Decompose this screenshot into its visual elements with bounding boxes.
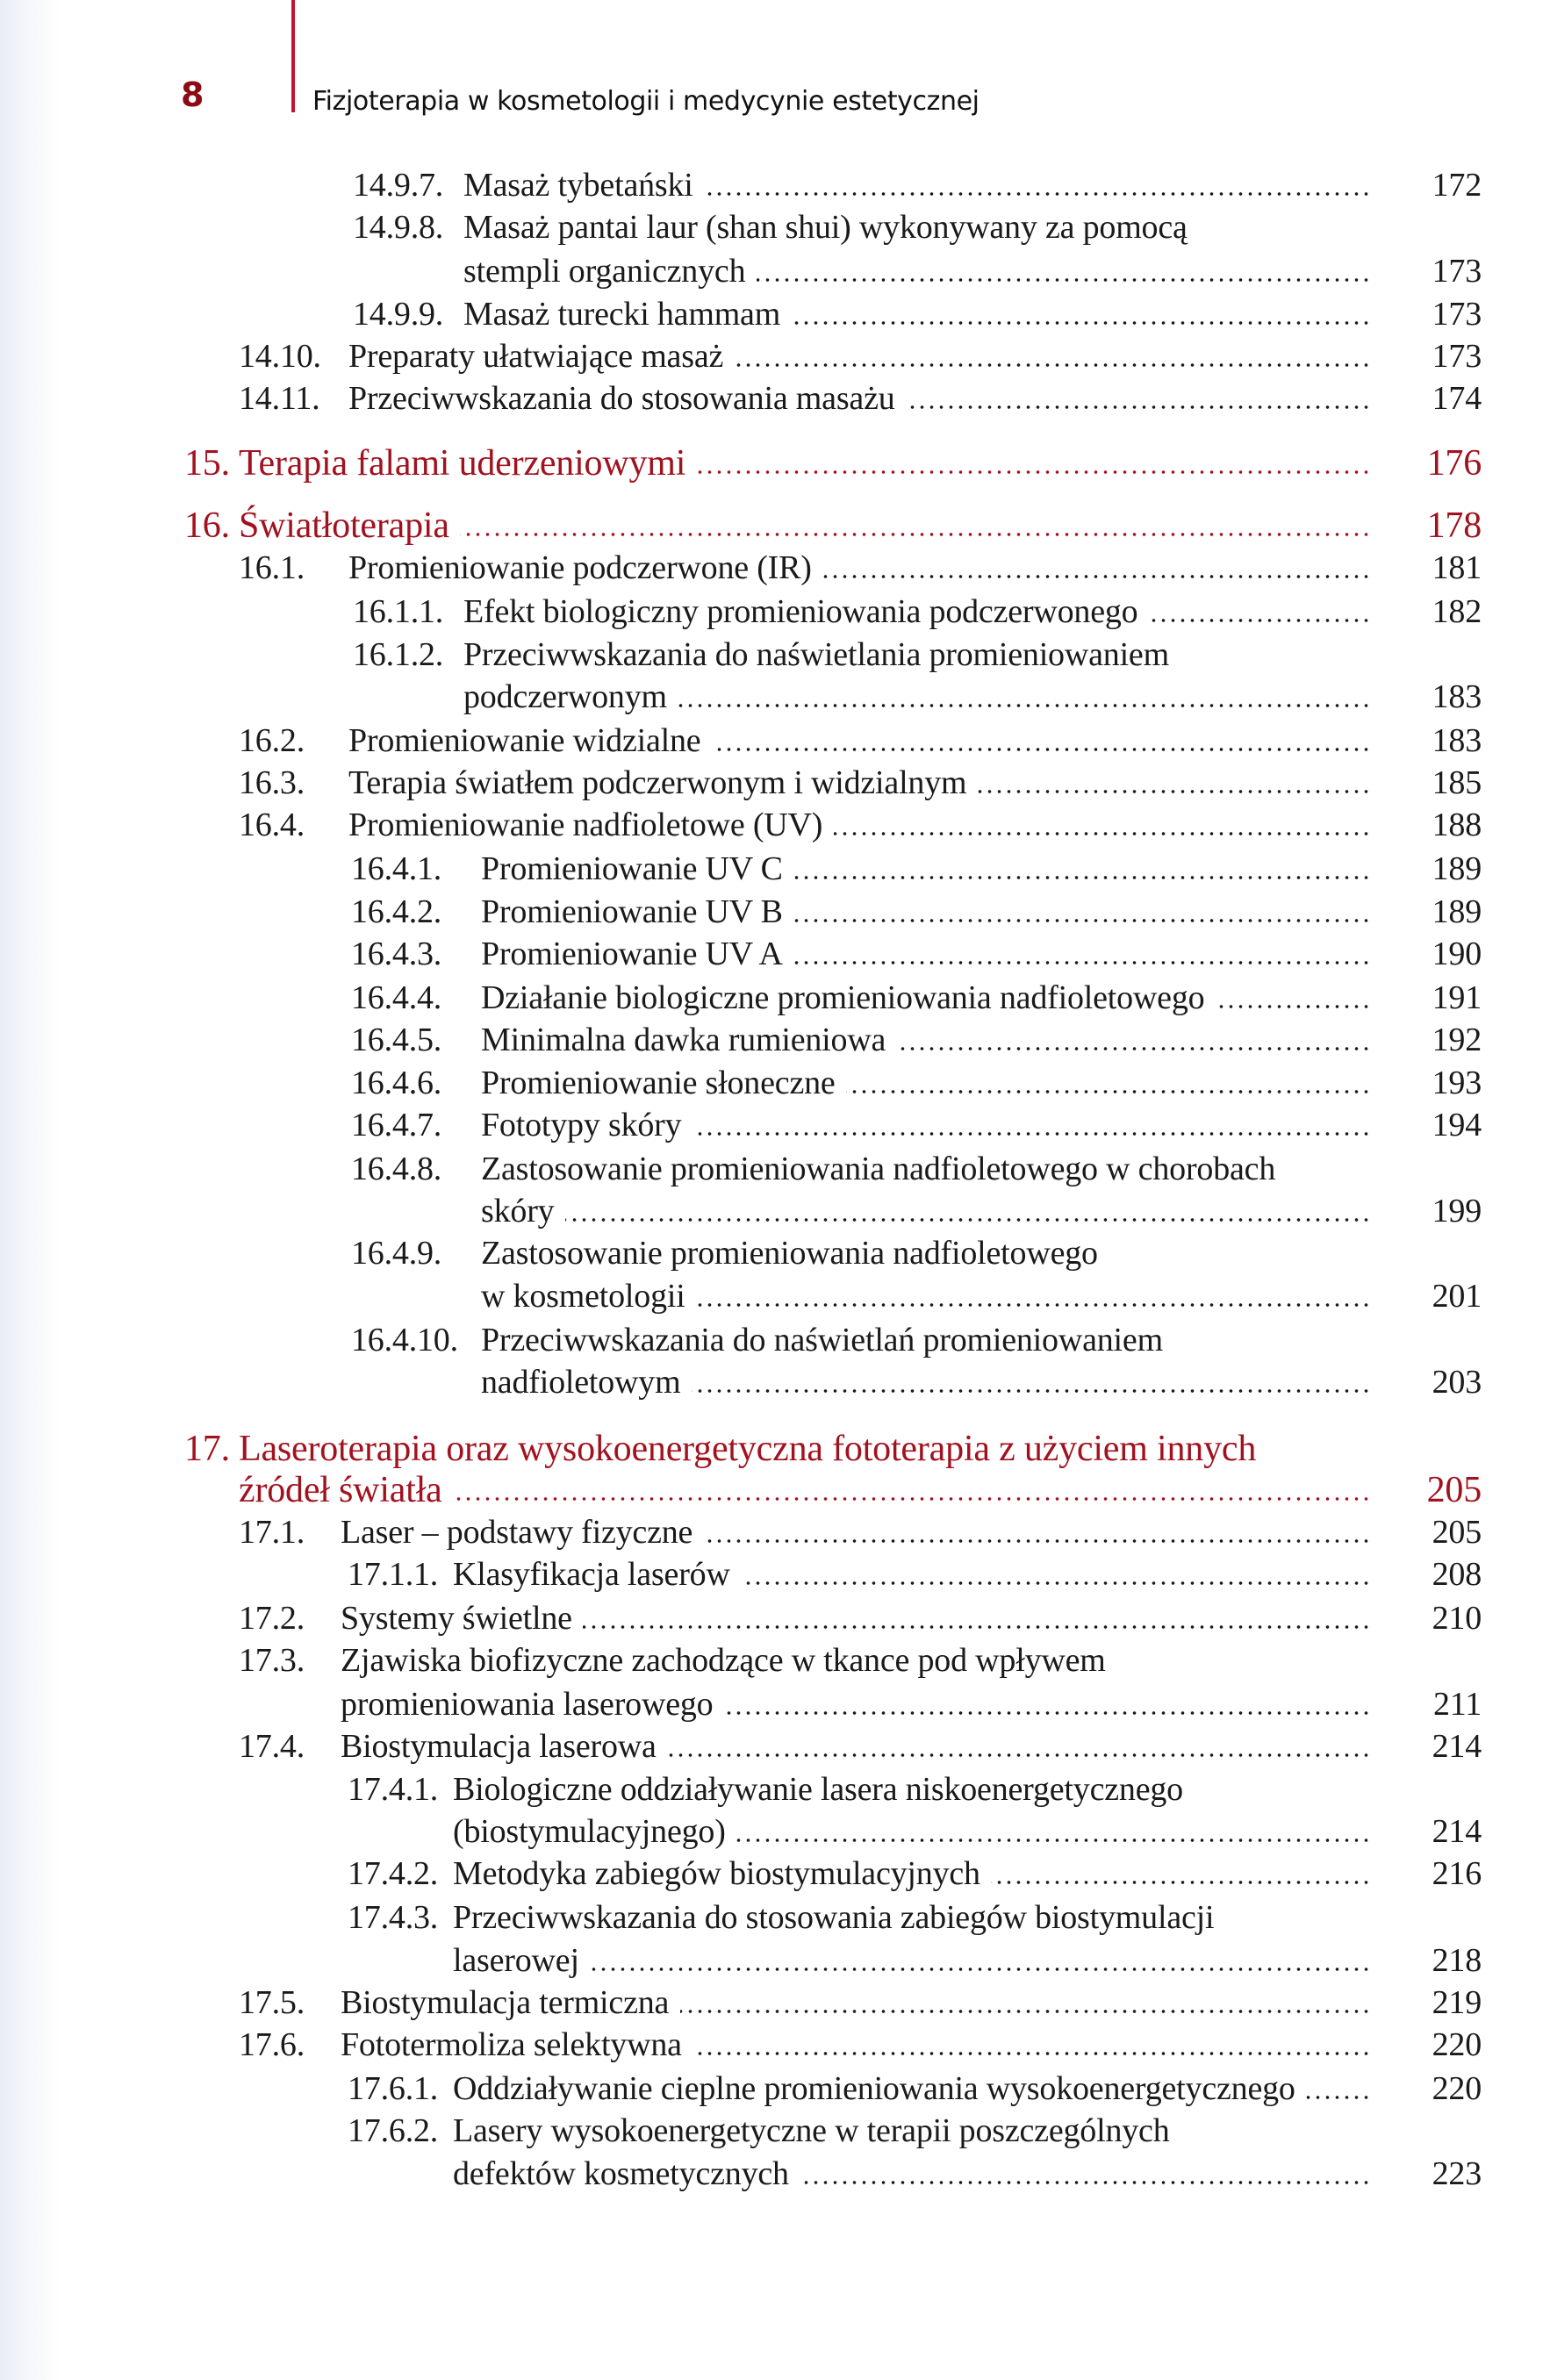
toc-entry-title: Przeciwwskazania do naświetlań promieniowaniem: [481, 1322, 1163, 1358]
toc-entry-line[interactable]: [348, 1853, 980, 1894]
toc-entry-number: 14.11.: [239, 380, 320, 417]
toc-entry-title: Przeciwwskazania do stosowania masażu: [348, 380, 895, 417]
dot-leader: [1306, 2095, 1371, 2100]
toc-entry-title: Laser – podstawy fizyczne: [341, 1514, 693, 1551]
toc-entry-number: 16.4.1.: [351, 850, 442, 887]
toc-entry-line[interactable]: [184, 505, 449, 546]
dot-leader: [897, 1046, 1371, 1051]
toc-entry-number: 14.9.8.: [353, 209, 444, 246]
toc-entry-line[interactable]: [351, 1105, 681, 1145]
toc-entry-number: 16.3.: [239, 764, 305, 801]
toc-entry-number: 16.4.5.: [351, 1022, 442, 1058]
toc-entry-number: 16.4.: [239, 806, 305, 843]
toc-entry-title: Zastosowanie promieniowania nadfioletowego: [481, 1235, 1098, 1272]
toc-entry-line[interactable]: [351, 1233, 1098, 1273]
toc-entry-line[interactable]: [453, 2154, 789, 2194]
toc-entry-number: 16.4.10.: [351, 1322, 458, 1358]
toc-page-number[interactable]: 172: [1432, 167, 1482, 204]
toc-entry-line[interactable]: [351, 1020, 886, 1060]
dot-leader: [667, 1753, 1371, 1758]
toc-page-number[interactable]: 216: [1432, 1855, 1482, 1892]
toc-entry-line[interactable]: [239, 1640, 1106, 1681]
toc-page-number[interactable]: 199: [1432, 1193, 1482, 1229]
toc-entry-line[interactable]: [463, 677, 667, 717]
toc-entry-title: promieniowania laserowego: [341, 1686, 714, 1723]
toc-entry-title: Przeciwwskazania do naświetlania promieniowaniem: [463, 636, 1169, 673]
toc-entry-line[interactable]: [481, 1276, 685, 1316]
toc-page-number[interactable]: 185: [1432, 764, 1482, 801]
page-number: 8: [181, 75, 205, 114]
toc-entry-number: 16.1.: [239, 549, 305, 586]
toc-entry-title: nadfioletowym: [481, 1364, 681, 1401]
toc-entry-title: podczerwonym: [463, 678, 667, 715]
dot-leader: [793, 918, 1371, 923]
toc-entry-number: 16.4.6.: [351, 1065, 442, 1101]
toc-entry-number: 16.4.2.: [351, 893, 442, 930]
dot-leader: [692, 2051, 1371, 2056]
toc-entry-line[interactable]: [239, 805, 822, 845]
toc-entry-line[interactable]: [463, 251, 745, 291]
toc-page-number[interactable]: 208: [1432, 1556, 1482, 1593]
toc-page-number[interactable]: 189: [1432, 850, 1482, 887]
toc-page-number[interactable]: 181: [1432, 549, 1482, 586]
dot-leader: [696, 1302, 1371, 1308]
toc-entry-line[interactable]: [239, 1512, 692, 1552]
toc-entry-title: Biologiczne oddziaływanie lasera niskoenergetycznego: [453, 1771, 1183, 1808]
dot-leader: [735, 362, 1371, 368]
dot-leader: [583, 1624, 1371, 1630]
toc-entry-title: Preparaty ułatwiające masaż: [348, 338, 724, 375]
dot-leader: [712, 747, 1371, 752]
dot-leader: [741, 1581, 1371, 1586]
dot-leader: [697, 470, 1371, 475]
toc-page-number[interactable]: 191: [1432, 979, 1482, 1016]
toc-entry-title: Efekt biologiczny promieniowania podczerwonego: [463, 593, 1138, 630]
toc-entry-line[interactable]: [348, 1897, 1214, 1938]
toc-entry-title: skóry: [481, 1193, 555, 1229]
toc-entry-line[interactable]: [239, 1982, 669, 2023]
toc-entry-title: stempli organicznych: [463, 253, 746, 290]
toc-page-number[interactable]: 193: [1432, 1065, 1482, 1101]
dot-leader: [678, 703, 1371, 708]
toc-entry-title: Minimalna dawka rumieniowa: [481, 1022, 886, 1058]
toc-entry-number: 17.1.1.: [348, 1556, 439, 1593]
dot-leader: [846, 1089, 1371, 1094]
toc-entry-line[interactable]: [351, 892, 783, 932]
toc-entry-title: Laseroterapia oraz wysokoenergetyczna fototerapia z użyciem innych: [239, 1429, 1257, 1469]
dot-leader: [792, 320, 1371, 326]
toc-entry-title: Masaż pantai laur (shan shui) wykonywany za pomocą: [463, 209, 1188, 246]
toc-entry-title: Światłoterapia: [239, 505, 449, 546]
toc-entry-title: Masaż turecki hammam: [463, 296, 781, 333]
toc-entry-line[interactable]: [239, 2025, 682, 2065]
toc-page-number[interactable]: 183: [1432, 722, 1482, 759]
toc-entry-title: Zjawiska biofizyczne zachodzące w tkance pod wpływem: [341, 1642, 1106, 1679]
dot-leader: [822, 574, 1371, 579]
toc-page-number[interactable]: 183: [1432, 678, 1482, 715]
dot-leader: [736, 1838, 1371, 1843]
toc-page-number[interactable]: 214: [1432, 1813, 1482, 1850]
toc-entry-number: 17.1.: [239, 1514, 305, 1551]
toc-entry-title: Działanie biologiczne promieniowania nadfioletowego: [481, 979, 1205, 1016]
dot-leader: [704, 1538, 1371, 1544]
toc-entry-title: Fototermoliza selektywna: [341, 2026, 682, 2063]
toc-entry-line[interactable]: [351, 1149, 1275, 1189]
toc-entry-title: Biostymulacja laserowa: [341, 1728, 657, 1765]
toc-entry-line[interactable]: [239, 336, 723, 376]
toc-entry-title: Promieniowanie podczerwone (IR): [348, 549, 812, 586]
toc-entry-number: 17.6.1.: [348, 2070, 439, 2107]
dot-leader: [704, 191, 1371, 197]
toc-page-number[interactable]: 173: [1432, 253, 1482, 290]
toc-page-number[interactable]: 218: [1432, 1942, 1482, 1979]
toc-page-number[interactable]: 203: [1432, 1364, 1482, 1401]
toc-entry-title: Promieniowanie UV B: [481, 893, 783, 930]
toc-page-number[interactable]: 214: [1432, 1728, 1482, 1765]
toc-entry-line[interactable]: [348, 2068, 1295, 2109]
toc-page-number[interactable]: 220: [1432, 2026, 1482, 2063]
dot-leader: [460, 532, 1371, 537]
toc-page-number[interactable]: 201: [1432, 1278, 1482, 1315]
dot-leader: [991, 1880, 1371, 1885]
dot-leader: [724, 1710, 1371, 1716]
toc-entry-title: (biostymulacyjnego): [453, 1813, 726, 1850]
toc-page-number[interactable]: 178: [1426, 505, 1482, 546]
toc-entry-line[interactable]: [353, 207, 1188, 247]
dot-leader: [800, 2180, 1371, 2185]
toc-entry-line[interactable]: [239, 1726, 657, 1767]
toc-page-number[interactable]: 173: [1432, 338, 1482, 375]
running-title: Fizjoterapia w kosmetologii i medycynie estetycznej: [312, 86, 980, 117]
toc-entry-title: Przeciwwskazania do stosowania zabiegów biostymulacji: [453, 1899, 1215, 1936]
toc-entry-number: 16.1.1.: [353, 593, 444, 630]
toc-entry-line[interactable]: [239, 763, 966, 803]
toc-page-number[interactable]: 219: [1432, 1984, 1482, 2021]
toc-entry-title: Masaż tybetański: [463, 167, 693, 204]
dot-leader: [834, 831, 1371, 836]
dot-leader: [1149, 618, 1371, 623]
toc-entry-title: Promieniowanie słoneczne: [481, 1065, 836, 1101]
toc-entry-number: 17.6.2.: [348, 2112, 439, 2149]
dot-leader: [793, 960, 1371, 965]
toc-entry-number: 16.: [184, 505, 230, 546]
dot-leader: [906, 405, 1371, 410]
toc-entry-title: w kosmetologii: [481, 1278, 685, 1315]
toc-entry-number: 14.9.7.: [353, 167, 444, 204]
toc-entry-title: Promieniowanie UV A: [481, 936, 783, 972]
toc-entry-line[interactable]: [184, 443, 685, 484]
toc-entry-number: 14.9.9.: [353, 296, 444, 333]
dot-leader: [1216, 1004, 1371, 1009]
toc-entry-line[interactable]: [353, 634, 1169, 675]
toc-entry-number: 17.: [184, 1429, 230, 1469]
toc-entry-line[interactable]: [453, 1811, 726, 1852]
toc-entry-title: Fototypy skóry: [481, 1107, 682, 1143]
toc-entry-title: Metodyka zabiegów biostymulacyjnych: [453, 1855, 980, 1892]
toc-entry-line[interactable]: [239, 720, 700, 761]
toc-page-number[interactable]: 205: [1432, 1514, 1482, 1551]
dot-leader: [453, 1496, 1371, 1502]
dot-leader: [793, 875, 1371, 880]
toc-entry-line[interactable]: [239, 548, 812, 588]
toc-entry-title: Promieniowanie nadfioletowe (UV): [348, 806, 823, 843]
toc-entry-title: Promieniowanie UV C: [481, 850, 783, 887]
toc-entry-line[interactable]: [481, 1362, 680, 1402]
toc-entry-line[interactable]: [184, 1429, 1256, 1469]
toc-entry-line[interactable]: [348, 1769, 1183, 1810]
toc-entry-line[interactable]: [353, 591, 1137, 632]
toc-entry-line[interactable]: [351, 849, 783, 889]
toc-entry-number: 16.4.4.: [351, 979, 442, 1016]
toc-page-number[interactable]: 192: [1432, 1022, 1482, 1058]
toc-page-number[interactable]: 211: [1433, 1686, 1482, 1723]
toc-entry-line[interactable]: [351, 1063, 836, 1103]
toc-entry-number: 15.: [184, 443, 230, 484]
toc-entry-line[interactable]: [351, 934, 783, 974]
toc-entry-number: 16.1.2.: [353, 636, 444, 673]
toc-entry-number: 17.3.: [239, 1642, 305, 1679]
toc-entry-title: Terapia światłem podczerwonym i widzialnym: [348, 764, 967, 801]
toc-page-number[interactable]: 188: [1432, 806, 1482, 843]
toc-entry-number: 17.4.3.: [348, 1899, 439, 1936]
toc-entry-line[interactable]: [353, 165, 693, 205]
toc-entry-line[interactable]: [348, 2111, 1170, 2151]
toc-entry-line[interactable]: [351, 1320, 1163, 1360]
toc-entry-number: 16.4.7.: [351, 1107, 442, 1143]
toc-page-number[interactable]: 173: [1432, 296, 1482, 333]
dot-leader: [590, 1967, 1371, 1972]
toc-entry-number: 16.4.9.: [351, 1235, 442, 1272]
toc-entry-title: Klasyfikacja laserów: [453, 1556, 730, 1593]
dot-leader: [565, 1217, 1371, 1222]
toc-page-number[interactable]: 189: [1432, 893, 1482, 930]
toc-entry-number: 17.6.: [239, 2026, 305, 2063]
dot-leader: [757, 277, 1371, 283]
toc-entry-line[interactable]: [239, 378, 895, 419]
toc-entry-number: 17.4.2.: [348, 1855, 439, 1892]
toc-entry-title: Promieniowanie widzialne: [348, 722, 701, 759]
toc-entry-title: Lasery wysokoenergetyczne w terapii poszczególnych: [453, 2112, 1170, 2149]
toc-entry-line[interactable]: [351, 978, 1204, 1018]
toc-entry-line[interactable]: [239, 1598, 572, 1638]
toc-entry-title: Zastosowanie promieniowania nadfioletowego w chorobach: [481, 1151, 1276, 1187]
dot-leader: [680, 2009, 1371, 2014]
dot-leader: [978, 789, 1371, 794]
toc-page-number[interactable]: 220: [1432, 2070, 1482, 2107]
toc-entry-number: 16.4.8.: [351, 1151, 442, 1187]
toc-page-number[interactable]: 190: [1432, 936, 1482, 972]
toc-entry-line[interactable]: [239, 1470, 442, 1510]
toc-entry-number: 17.2.: [239, 1600, 305, 1637]
toc-entry-line[interactable]: [341, 1684, 713, 1724]
dot-leader: [692, 1131, 1371, 1136]
toc-entry-title: Terapia falami uderzeniowymi: [239, 443, 686, 484]
toc-entry-line[interactable]: [353, 294, 780, 334]
toc-entry-title: defektów kosmetycznych: [453, 2155, 789, 2192]
toc-entry-number: 17.4.: [239, 1728, 305, 1765]
toc-entry-title: Systemy świetlne: [341, 1600, 572, 1637]
toc-entry-title: źródeł światła: [239, 1470, 442, 1510]
toc-entry-line[interactable]: [481, 1191, 554, 1231]
toc-entry-number: 14.10.: [239, 338, 321, 375]
toc-entry-title: Oddziaływanie cieplne promieniowania wysokoenergetycznego: [453, 2070, 1295, 2107]
toc-entry-number: 17.5.: [239, 1984, 305, 2021]
toc-entry-title: Biostymulacja termiczna: [341, 1984, 670, 2021]
toc-page-number[interactable]: 174: [1432, 380, 1482, 417]
toc-entry-line[interactable]: [348, 1554, 730, 1595]
toc-page-number[interactable]: 194: [1432, 1107, 1482, 1143]
toc-page-number[interactable]: 176: [1426, 443, 1482, 484]
toc-entry-number: 16.4.3.: [351, 936, 442, 972]
toc-entry-number: 17.4.1.: [348, 1771, 439, 1808]
toc-entry-line[interactable]: [453, 1940, 579, 1981]
toc-page-number[interactable]: 205: [1426, 1470, 1482, 1510]
toc-page-number[interactable]: 182: [1432, 593, 1482, 630]
toc-entry-title: laserowej: [453, 1942, 579, 1979]
toc-entry-number: 16.2.: [239, 722, 305, 759]
toc-page-number[interactable]: 223: [1432, 2155, 1482, 2192]
toc-page-number[interactable]: 210: [1432, 1600, 1482, 1637]
dot-leader: [692, 1388, 1371, 1394]
